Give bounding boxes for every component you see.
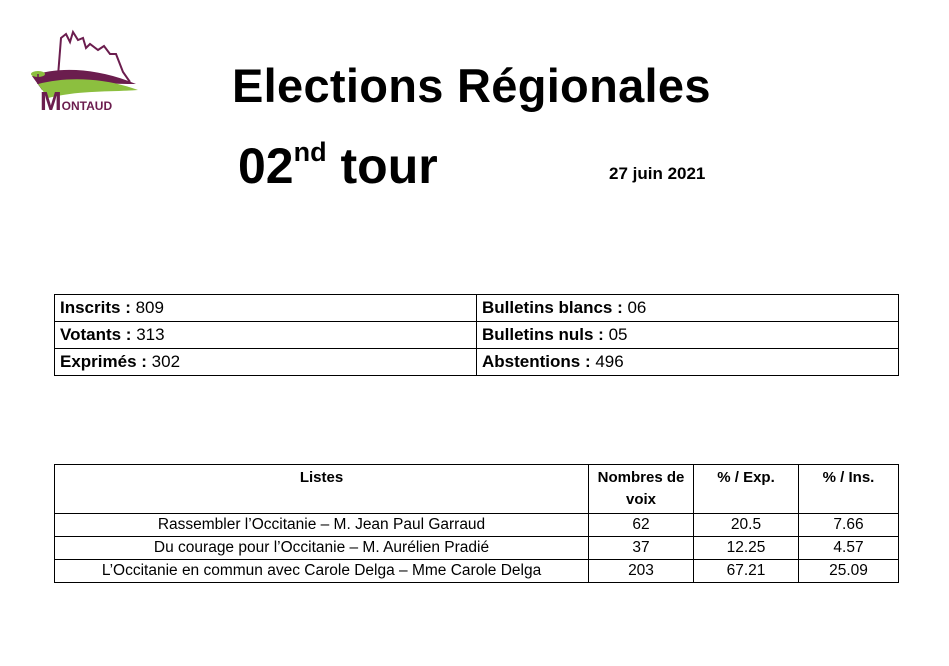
stats-row bbox=[55, 349, 899, 376]
stat-inscrits: Inscrits : 809 bbox=[55, 295, 477, 322]
cell-voix: 62 bbox=[589, 514, 694, 537]
stat-nuls: Bulletins nuls : 05 bbox=[477, 322, 899, 349]
stats-row bbox=[55, 322, 899, 349]
stats-table bbox=[54, 294, 899, 376]
stat-votants: Votants : 313 bbox=[55, 322, 477, 349]
cell-voix: 203 bbox=[589, 560, 694, 583]
cell-liste: L’Occitanie en commun avec Carole Delga – Mme Carole Delga bbox=[55, 560, 589, 583]
stats-row bbox=[55, 295, 899, 322]
cell-pct-ins: 25.09 bbox=[799, 560, 899, 583]
header-voix: Nombres de voix bbox=[589, 465, 694, 514]
results-header-row bbox=[55, 465, 899, 514]
header-pct-ins: % / Ins. bbox=[799, 465, 899, 514]
cell-pct-exp: 12.25 bbox=[694, 537, 799, 560]
header-listes: Listes bbox=[55, 465, 589, 514]
logo-text: MONTAUD bbox=[40, 86, 113, 116]
cell-pct-ins: 4.57 bbox=[799, 537, 899, 560]
round-word: tour bbox=[340, 138, 438, 194]
stat-blancs: Bulletins blancs : 06 bbox=[477, 295, 899, 322]
cell-liste: Du courage pour l’Occitanie – M. Aurélien Pradié bbox=[55, 537, 589, 560]
round-number: 02 bbox=[238, 138, 294, 194]
results-table bbox=[54, 464, 899, 583]
election-date: 27 juin 2021 bbox=[609, 164, 706, 183]
cell-pct-exp: 67.21 bbox=[694, 560, 799, 583]
stat-exprimes: Exprimés : 302 bbox=[55, 349, 477, 376]
round-heading bbox=[238, 137, 438, 195]
table-row bbox=[55, 560, 899, 583]
round-suffix: nd bbox=[293, 137, 327, 168]
cell-pct-ins: 7.66 bbox=[799, 514, 899, 537]
header-pct-exp: % / Exp. bbox=[694, 465, 799, 514]
cell-liste: Rassembler l’Occitanie – M. Jean Paul Garraud bbox=[55, 514, 589, 537]
montaud-logo bbox=[28, 28, 143, 118]
page-title: Elections Régionales bbox=[232, 59, 711, 112]
cell-voix: 37 bbox=[589, 537, 694, 560]
table-row bbox=[55, 537, 899, 560]
cell-pct-exp: 20.5 bbox=[694, 514, 799, 537]
table-row bbox=[55, 514, 899, 537]
stat-abstentions: Abstentions : 496 bbox=[477, 349, 899, 376]
